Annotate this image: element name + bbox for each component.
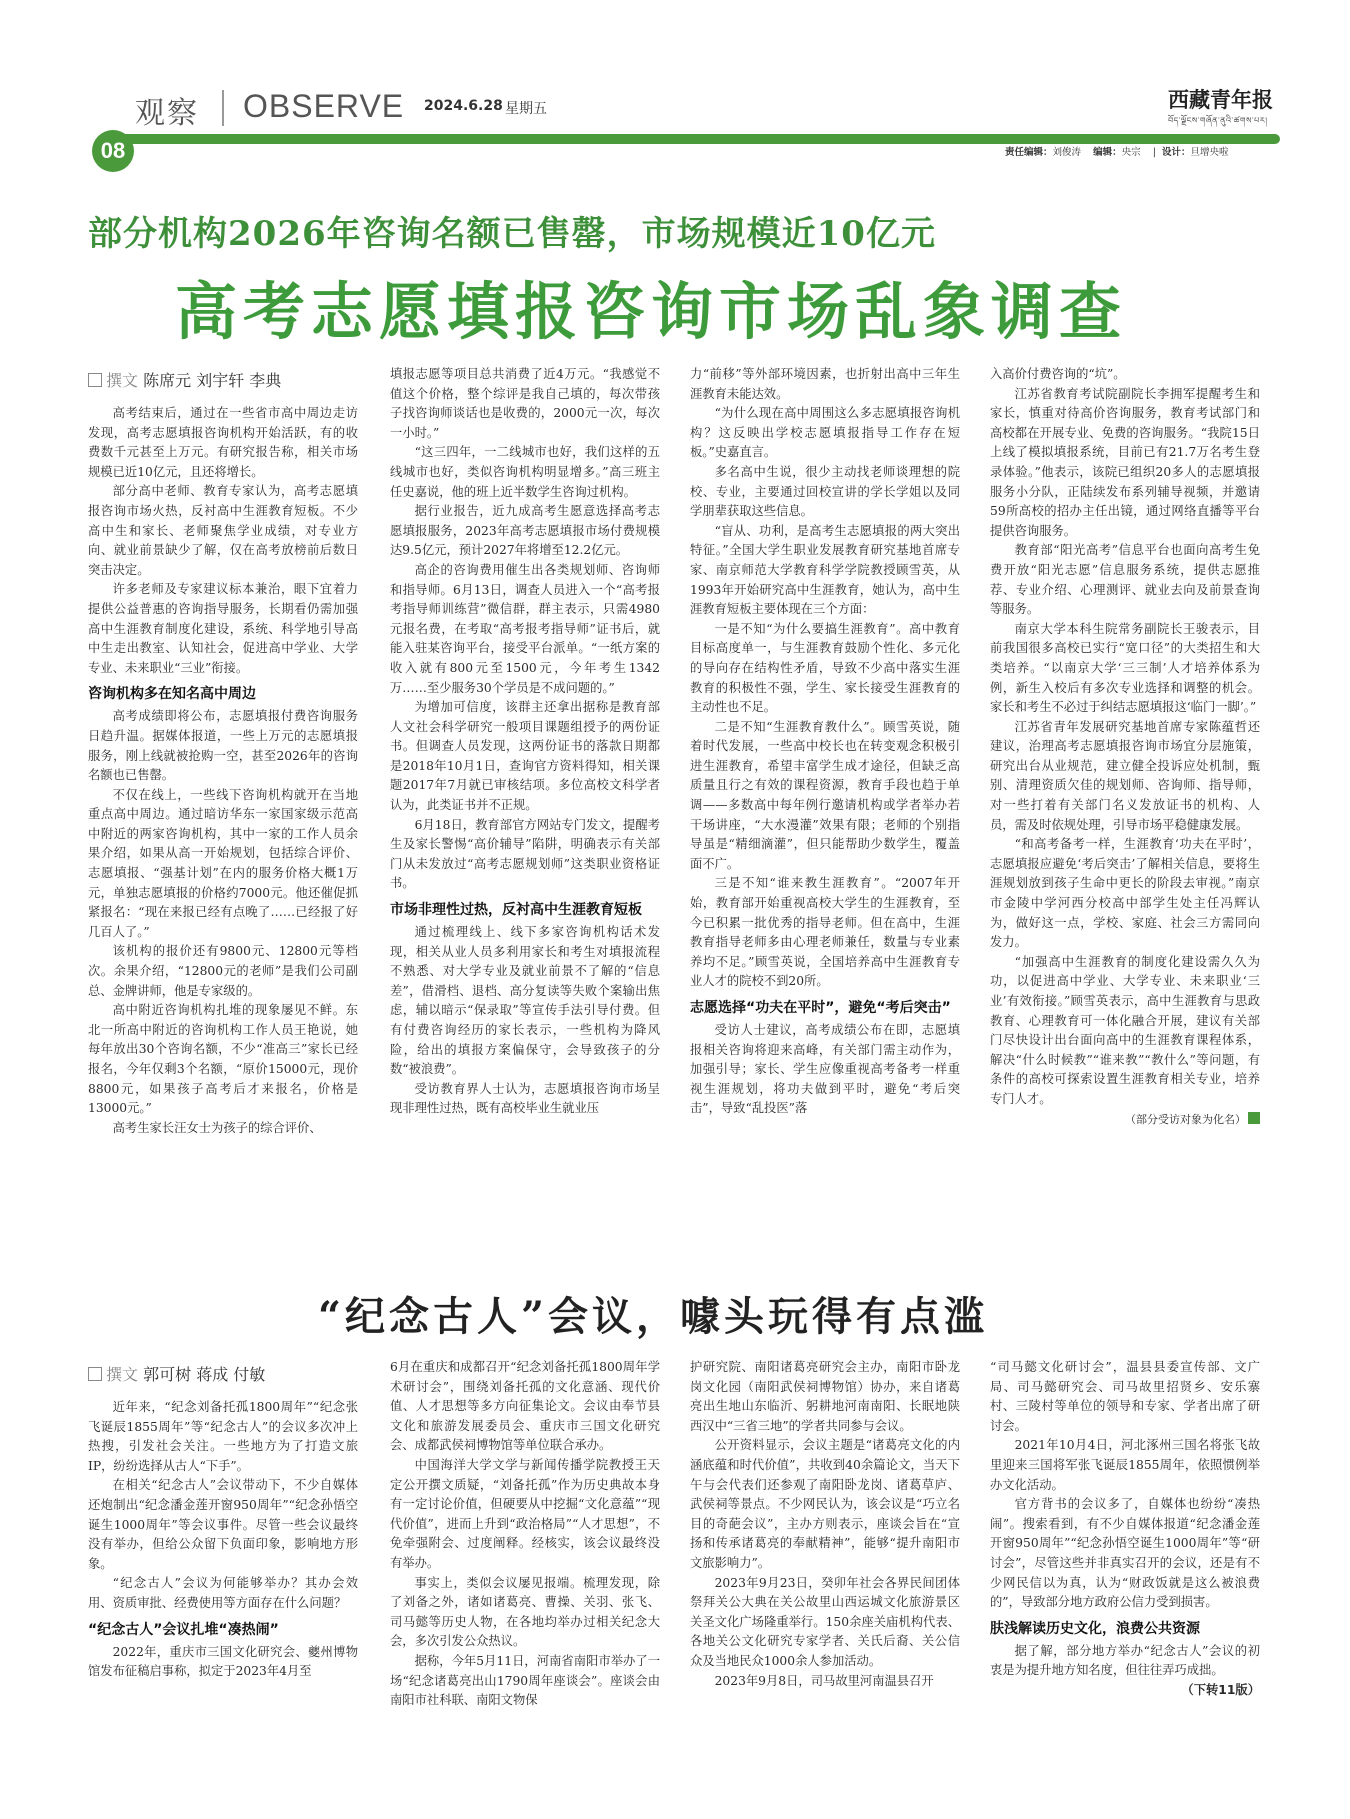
article1-column-1	[88, 404, 358, 1138]
paragraph: 一是不知“为什么要搞生涯教育”。高中教育目标高度单一，与生涯教育鼓励个性化、多元化的导向存在结构性矛盾，导致不少高中落实生涯教育的积极性不强，学生、家长接受生涯教育的主动性也不足。	[690, 621, 960, 715]
paragraph: 入高价付费咨询的“坑”。	[990, 367, 1126, 381]
section-divider	[222, 90, 224, 126]
copy-editor-name: 央宗	[1121, 147, 1141, 158]
paragraph: 不仅在线上，一些线下咨询机构就开在当地重点高中周边。通过暗访华东一家国家级示范高中附近的两家咨询机构，其中一家的工作人员余果介绍，如果从高一开始规划，包括综合评价、志愿填报、“强基计划”在内的服务价格大概1万元，单独志愿填报的价格约7000元。他还催促抓紧报名：“现在来报已经有点晚了……已经报了好几百人了。”	[88, 787, 358, 939]
paragraph: “纪念古人”会议为何能够举办？其办会效用、资质审批、经费使用等方面存在什么问题？	[88, 1576, 358, 1610]
page-number-badge: 08	[92, 130, 134, 172]
paragraph: 据了解，部分地方举办“纪念古人”会议的初衷是为提升地方知名度，但往往弄巧成拙。	[990, 1643, 1260, 1678]
paragraph: 江苏省教育考试院副院长李拥军提醒考生和家长，慎重对待高价咨询服务，教育考试部门和高校都在开展专业、免费的咨询服务。“我院15日上线了模拟填报系统，目前已有21.7万名考生登录体验。”他表示，该院已组织20多人的志愿填报服务小分队，正陆续发布系列辅导视频，并邀请59所高校的招办主任出镜，通过网络直播等平台提供咨询服务。	[990, 386, 1260, 538]
paragraph: 受访人士建议，高考成绩公布在即，志愿填报相关咨询将迎来高峰，有关部门需主动作为，加强引导；家长、学生应像重视高考备考一样重视生涯规划，将功夫做到平时，避免“考后突击”，导致“乱投医”落	[690, 1023, 960, 1116]
paragraph: 南京大学本科生院常务副院长王骏表示，目前我国很多高校已实行“宽口径”的大类招生和大类培养。“以南京大学‘三三制’人才培养体系为例，新生入校后有多次专业选择和调整的机会。家长和考生不必过于纠结志愿填报这‘临门一脚’。”	[990, 621, 1260, 715]
end-mark-icon	[1248, 1112, 1260, 1124]
article1-column-3	[690, 365, 960, 1119]
byline-authors: 陈席元 刘宇轩 李典	[143, 371, 282, 390]
paragraph: 江苏省青年发展研究基地首席专家陈蕴哲还建议，治理高考志愿填报咨询市场宜分层施策，研究出台从业规范，建立健全投诉应处机制，甄别、清理资质欠佳的规划师、咨询师、指导师，对一些打着有关部门名义发放证书的机构、人员，需及时依规处理，引导市场平稳健康发展。	[990, 719, 1260, 832]
paragraph: 受访教育界人士认为，志愿填报咨询市场呈现非理性过热，既有高校毕业生就业压	[390, 1081, 660, 1116]
paragraph: “为什么现在高中周围这么多志愿填报咨询机构？这反映出学校志愿填报指导工作存在短板。”史嘉直言。	[690, 406, 960, 460]
section-name-en: OBSERVE	[243, 88, 405, 124]
paragraph: 中国海洋大学文学与新闻传播学院教授王天定公开撰文质疑，“刘备托孤”作为历史典故本身有一定讨论价值，但硬要从中挖掘“文化意蕴”“现代价值”，进而上升到“政治格局”“人才思想”，不免牵强附会、过度阐释。经核实，该会议最终没有举办。	[390, 1457, 660, 1570]
editor-label: 责任编辑：	[1005, 147, 1053, 158]
paragraph: 部分高中老师、教育专家认为，高考志愿填报咨询市场火热，反衬高中生涯教育短板。不少高中生和家长、老师聚焦学业成绩，对专业方向、就业前景缺少了解，仅在高考放榜前后数日突击决定。	[88, 484, 358, 577]
article1-headline: 高考志愿填报咨询市场乱象调查	[175, 275, 1128, 348]
paper-masthead-tibetan: བོད་ལྗོངས་གཞོན་ནུའི་ཚགས་པར།	[1168, 116, 1268, 125]
article1-column-4	[990, 365, 1260, 1129]
paragraph: 官方背书的会议多了，自媒体也纷纷“凑热闹”。搜索看到，有不少自媒体报道“纪念潘金莲开窗950周年”“纪念孙悟空诞生1000周年”等“研讨会”，尽管这些并非真实召开的会议，还是有不少网民信以为真，认为“财政饭就是这么被浪费的”，导致部分地方政府公信力受到损害。	[990, 1497, 1260, 1610]
paragraph: 护研究院、南阳诸葛亮研究会主办，南阳市卧龙岗文化园（南阳武侯祠博物馆）协办，来自诸葛亮出生地山东临沂、躬耕地河南南阳、长眠地陕西汉中“三省三地”的学者共同参与会议。	[690, 1360, 960, 1433]
pen-icon	[88, 373, 102, 387]
paragraph: 为增加可信度，该群主还拿出据称是教育部人文社会科学研究一般项目课题组授予的两份证书。但调查人员发现，这两份证书的落款日期都是2018年10月1日，查询官方资料得知，相关课题2017年7月就已审核结项。多位高校文科学者认为，此类证书并不正规。	[390, 700, 660, 813]
paragraph: “盲从、功利，是高考生志愿填报的两大突出特征。”全国大学生职业发展教育研究基地首席专家、南京师范大学教育科学学院教授顾雪英，从1993年开始研究高中生涯教育，她认为，高中生涯教育短板主要体现在三个方面：	[690, 523, 960, 617]
copy-editor-label: 编辑：	[1093, 147, 1122, 158]
issue-weekday: 星期五	[505, 101, 547, 117]
paragraph: 教育部“阳光高考”信息平台也面向高考生免费开放“阳光志愿”信息服务系统，提供志愿推荐、专业介绍、心理测评、就业去向及前景查询等服务。	[990, 543, 1260, 617]
header-rule	[100, 134, 1280, 144]
paragraph: 6月18日，教育部官方网站专门发文，提醒考生及家长警惕“高价辅导”陷阱，明确表示有关部门从未发放过“高考志愿规划师”这类职业资格证书。	[390, 817, 660, 891]
paragraph: 近年来，“纪念刘备托孤1800周年”“纪念张飞诞辰1855周年”等“纪念古人”的会议多次冲上热搜，引发社会关注。一些地方为了打造文旅IP，纷纷选择从古人“下手”。	[88, 1400, 358, 1473]
paragraph: 据称，今年5月11日，河南省南阳市举办了一场“纪念诸葛亮出山1790周年座谈会”。座谈会由南阳市社科联、南阳文物保	[390, 1653, 660, 1708]
designer-label: 设计：	[1161, 147, 1191, 158]
byline-tag: 撰文	[106, 1365, 139, 1384]
byline-tag: 撰文	[106, 371, 139, 390]
section-heading: 咨询机构多在知名高中周边	[88, 686, 256, 703]
paragraph: 6月在重庆和成都召开“纪念刘备托孤1800周年学术研讨会”，围绕刘备托孤的文化意涵、现代价值、人才思想等多方向征集论文。会议由奉节县文化和旅游发展委员会、重庆市三国文化研究会、成都武侯祠博物馆等单位联合承办。	[390, 1360, 660, 1453]
paragraph: 公开资料显示，会议主题是“诸葛亮文化的内涵底蕴和时代价值”，共收到40余篇论文，当天下午与会代表们还参观了南阳卧龙岗、诸葛草庐、武侯祠等景点。不少网民认为，该会议是“巧立名目的奇葩会议”，主办方则表示，座谈会旨在“宣扬和传承诸葛亮的奉献精神”，能够“提升南阳市文旅影响力”。	[690, 1438, 960, 1570]
paragraph: 高考结束后，通过在一些省市高中周边走访发现，高考志愿填报咨询机构开始活跃，有的收费数千元甚至上万元。有研究报告称，相关市场规模已近10亿元，且还将增长。	[88, 406, 358, 479]
paper-masthead: 西藏青年报	[1168, 87, 1273, 112]
paragraph: 事实上，类似会议屡见报端。梳理发现，除了刘备之外，诸如诸葛亮、曹操、关羽、张飞、司马懿等历史人物，在各地均举办过相关纪念大会，多次引发公众热议。	[390, 1575, 660, 1649]
article2-headline: “纪念古人”会议，噱头玩得有点滥	[318, 1293, 989, 1340]
section-heading: 市场非理性过热，反衬高中生涯教育短板	[390, 902, 642, 919]
article1-column-2	[390, 365, 660, 1119]
paragraph: 通过梳理线上、线下多家咨询机构话术发现，相关从业人员多利用家长和考生对填报流程不熟悉、对大学专业及就业前景不了解的“信息差”，借滑档、退档、高分复读等失败个案输出焦虑，辅以暗示“保录取”等宣传手法引导付费。但有付费咨询经历的家长表示，一些机构为降风险，给出的填报方案偏保守，会导致孩子的分数“被浪费”。	[390, 925, 660, 1077]
page-header	[0, 0, 1350, 163]
article2-column-3	[690, 1358, 960, 1691]
paragraph: 多名高中生说，很少主动找老师谈理想的院校、专业，主要通过回校宣讲的学长学姐以及同学朋辈获取这些信息。	[690, 464, 960, 519]
section-heading: “纪念古人”会议扎堆“凑热闹”	[88, 1621, 279, 1638]
paragraph: “这三四年，一二线城市也好，我们这样的五线城市也好，类似咨询机构明显增多。”高三班主任史嘉说，他的班上近半数学生咨询过机构。	[390, 445, 660, 499]
page-credits: 责任编辑：刘俊涛 编辑：央宗 | 设计：旦增央啦	[1005, 147, 1229, 158]
designer-name: 旦增央啦	[1190, 147, 1229, 158]
section-heading: 肤浅解读历史文化，浪费公共资源	[990, 1620, 1200, 1637]
end-note: （部分受访对象为化名）	[1125, 1112, 1246, 1126]
paragraph: 2023年9月8日，司马故里河南温县召开	[714, 1673, 934, 1688]
paragraph: 据行业报告，近九成高考生愿意选择高考志愿填报服务，2023年高考志愿填报市场付费规模达9.5亿元，预计2027年将增至12.2亿元。	[390, 504, 660, 558]
paragraph: 2023年9月23日，癸卯年社会各界民间团体祭拜关公大典在关公故里山西运城文化旅游景区关圣文化广场隆重举行。150余座关庙机构代表、各地关公文化研究专家学者、关氏后裔、关公信众及当地民众1000余人参加活动。	[690, 1575, 960, 1668]
paragraph: 二是不知“生涯教育教什么”。顾雪英说，随着时代发展，一些高中校长也在转变观念积极引进生涯教育，希望丰富学生成才途径，但缺乏高质量且行之有效的课程资源，教育手段也趋于单调——多数高中每年例行邀请机构或学者举办若干场讲座，“大水漫灌”效果有限；老师的个别指导虽是“精细滴灌”，但只能帮助少数学生，覆盖面不广。	[690, 719, 960, 871]
continued-marker: （下转11版）	[1181, 1682, 1260, 1697]
article1-subtitle: 部分机构2026年咨询名额已售罄，市场规模近10亿元	[88, 214, 936, 254]
section-name-cn: 观察	[135, 96, 199, 131]
editor-name: 刘俊涛	[1052, 147, 1082, 158]
paragraph: 高企的咨询费用催生出各类规划师、咨询师和指导师。6月13日，调查人员进入一个“高考报考指导师训练营”微信群，群主表示，只需4980元报名费，在考取“高考报考指导师”证书后，就能入驻某咨询平台，接受平台派单。“一纸方案的收入就有800元至1500元，今年考生1342万……至少服务30个学员是不成问题的。”	[390, 562, 660, 695]
paragraph: 该机构的报价还有9800元、12800元等档次。余果介绍，“12800元的老师”是我们公司副总、金牌讲师，他是专家级的。	[88, 944, 358, 998]
paragraph: 高考生家长汪女士为孩子的综合评价、	[112, 1120, 322, 1135]
section-heading: 志愿选择“功夫在平时”，避免“考后突击”	[690, 1000, 951, 1016]
article2-byline	[88, 1362, 265, 1385]
paragraph: 三是不知“谁来教生涯教育”。“2007年开始，教育部开始重视高校大学生的生涯教育，至今已积累一批优秀的指导老师。但在高中，生涯教育指导老师多由心理老师兼任，数量与专业素养均不足。”顾雪英说，全国培养高中生涯教育专业人才的院校不到20所。	[690, 876, 960, 989]
issue-date: 2024.6.28	[424, 98, 503, 114]
end-note-line	[990, 1110, 1260, 1130]
byline-authors: 郭可树 蒋成 付敏	[143, 1365, 266, 1384]
paragraph: 填报志愿等项目总共消费了近4万元。“我感觉不值这个价格，整个综评是我自己填的，每次带孩子找咨询师谈话也是收费的，2000元一次，每次一小时。”	[390, 367, 660, 440]
paragraph: 高考成绩即将公布，志愿填报付费咨询服务日趋升温。据媒体报道，一些上万元的志愿填报服务，刚上线就被抢购一空，甚至2026年的咨询名额也已售罄。	[88, 709, 358, 783]
paragraph: 高中附近咨询机构扎堆的现象屡见不鲜。东北一所高中附近的咨询机构工作人员王艳说，她每年放出30个咨询名额，不少“准高三”家长已经报名，今年仅剩3个名额，“原价15000元，现价8800元，如果孩子高考后才来报名，价格是13000元。”	[88, 1003, 358, 1116]
paragraph: 在相关“纪念古人”会议带动下，不少自媒体还炮制出“纪念潘金莲开窗950周年”“纪念孙悟空诞生1000周年”等会议事件。尽管一些会议最终没有举办，但给公众留下负面印象，影响地方形象。	[88, 1478, 358, 1571]
article2-column-4	[990, 1358, 1260, 1701]
paragraph: 许多老师及专家建议标本兼治，眼下宜着力提供公益普惠的咨询指导服务，长期看仍需加强高中生涯教育制度化建设，系统、科学地引导高中生走出教室、认知社会，促进高中学业、大学专业、未来职业“三业”衔接。	[88, 582, 358, 675]
paragraph: “和高考备考一样，生涯教育‘功夫在平时’，志愿填报应避免‘考后突击’了解相关信息，要将生涯规划放到孩子生命中更长的阶段去审视。”南京市金陵中学河西分校高中部学生处主任冯辉认为，做好这一点，学校、家庭、社会三方需同向发力。	[990, 837, 1260, 950]
article2-column-2	[390, 1358, 660, 1711]
paragraph: “加强高中生涯教育的制度化建设需久久为功，以促进高中学业、大学专业、未来职业‘三业’有效衔接。”顾雪英表示，高中生涯教育与思政教育、心理教育可一体化融合开展，建议有关部门尽快设计出台面向高中的生涯教育课程体系，解决“什么时候教”“谁来教”“教什么”等问题，有条件的高校可探索设置生涯教育相关专业，培养专门人才。	[990, 954, 1260, 1106]
paragraph: 2021年10月4日，河北涿州三国名将张飞故里迎来三国将军张飞诞辰1855周年，依照惯例举办文化活动。	[990, 1438, 1260, 1492]
pen-icon	[88, 1367, 102, 1381]
paragraph: 2022年，重庆市三国文化研究会、夔州博物馆发布征稿启事称，拟定于2023年4月至	[88, 1644, 358, 1679]
article1-byline	[88, 368, 281, 391]
article2-column-1	[88, 1398, 358, 1682]
paragraph: 力“前移”等外部环境因素，也折射出高中三年生涯教育未能达效。	[690, 367, 960, 401]
paragraph: “司马懿文化研讨会”，温县县委宣传部、文广局、司马懿研究会、司马故里招贤乡、安乐寨村、三陵村等单位的领导和专家、学者出席了研讨会。	[990, 1360, 1260, 1433]
